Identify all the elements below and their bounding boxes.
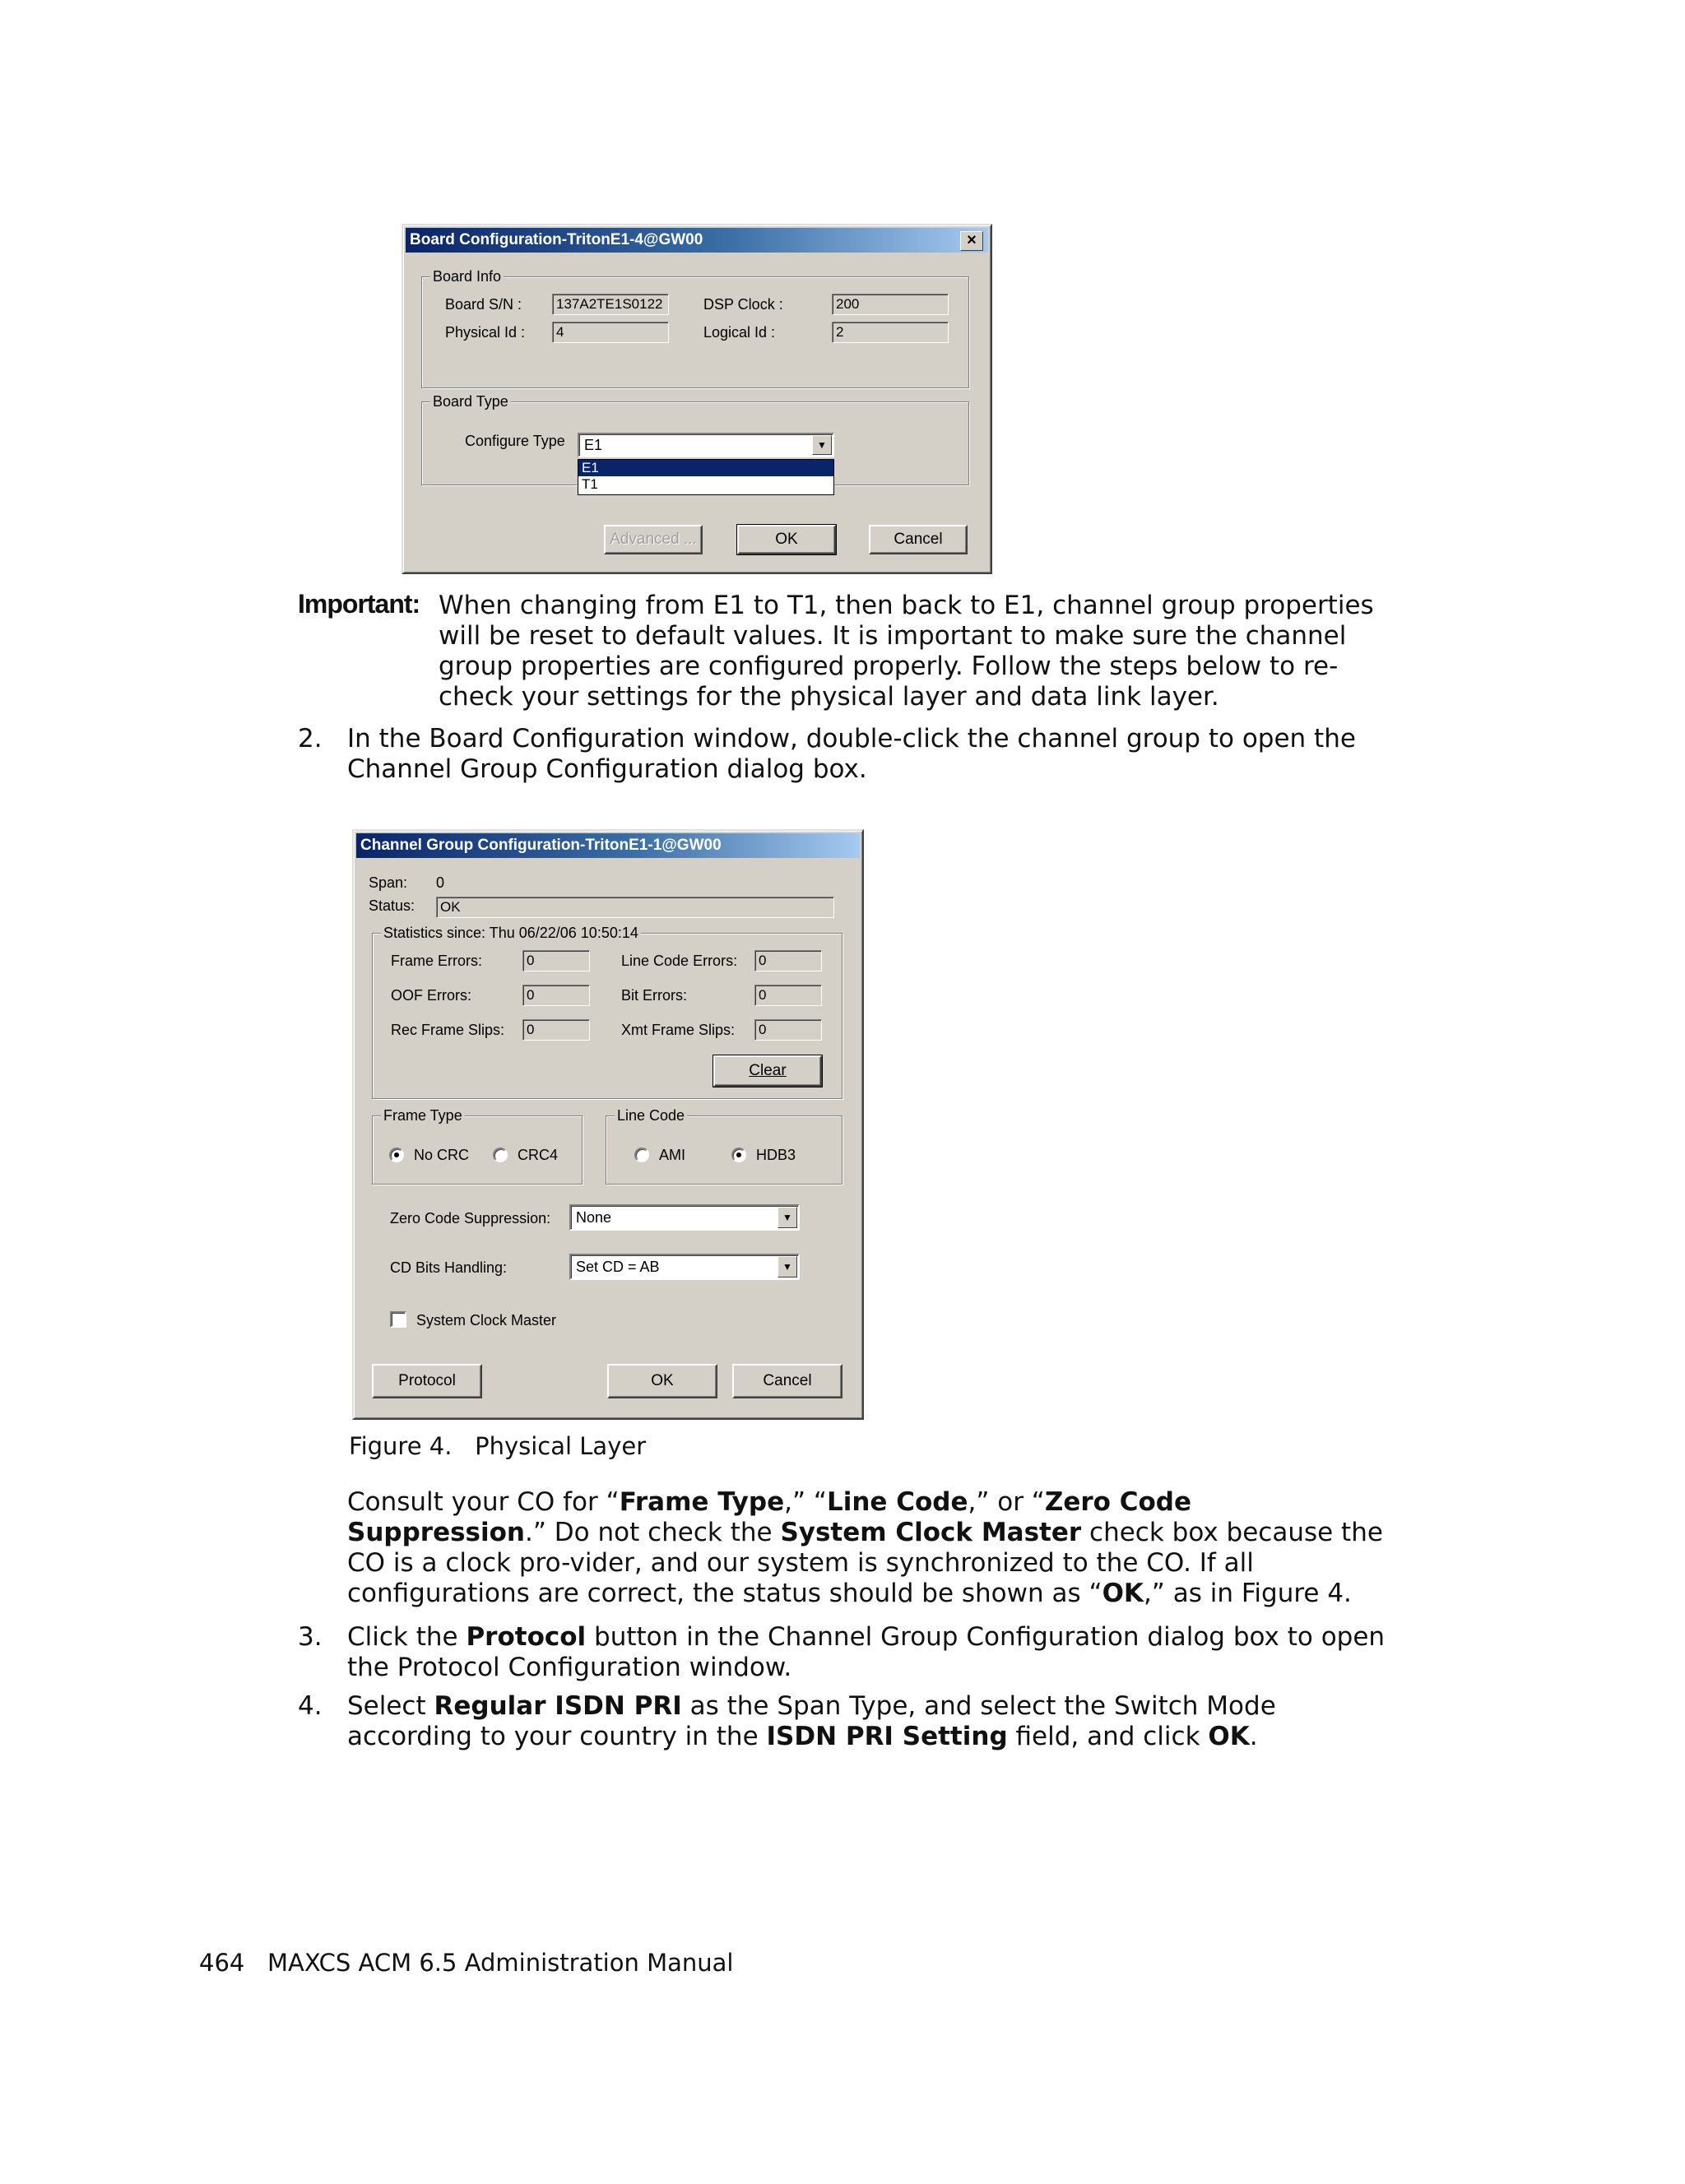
text-run: as the Span Type, and select the Switch Mode according to your country in the xyxy=(347,1691,1276,1751)
hdb3-label[interactable]: HDB3 xyxy=(756,1147,796,1163)
board-sn-label: Board S/N : xyxy=(445,296,522,313)
chevron-down-icon[interactable]: ▼ xyxy=(812,435,832,455)
manual-title: MAXCS ACM 6.5 Administration Manual xyxy=(267,1949,734,1977)
board-configuration-dialog xyxy=(402,224,992,574)
step-2-text: In the Board Configuration window, double-click the channel group to open the Channel Group Configuration dialog box. xyxy=(347,724,1356,784)
cd-bits-handling-label: CD Bits Handling: xyxy=(390,1259,508,1276)
zero-code-suppression-select[interactable] xyxy=(569,1204,800,1231)
page-footer xyxy=(199,1948,733,1978)
configure-type-value: E1 xyxy=(584,437,603,453)
bold-run: Zero Code Suppression xyxy=(347,1487,1192,1547)
xmt-frame-slips-label: Xmt Frame Slips: xyxy=(621,1022,736,1038)
dsp-clock-label: DSP Clock : xyxy=(703,296,783,313)
line-code-legend: Line Code xyxy=(615,1106,687,1124)
figure-number: Figure 4. xyxy=(349,1432,453,1460)
ok-button[interactable]: OK xyxy=(607,1364,717,1398)
line-code-errors-field: 0 xyxy=(754,950,822,971)
text-run: . xyxy=(1249,1722,1258,1751)
configure-type-label: Configure Type xyxy=(465,433,565,449)
step-3-text xyxy=(347,1622,1392,1683)
configure-type-dropdown-list xyxy=(578,459,834,495)
span-value: 0 xyxy=(436,874,445,891)
board-type-legend: Board Type xyxy=(430,392,511,410)
clear-button[interactable]: Clear xyxy=(713,1055,822,1087)
bold-run: Line Code xyxy=(826,1487,968,1517)
line-code-group xyxy=(606,1107,842,1185)
close-icon[interactable]: × xyxy=(960,231,983,251)
system-clock-master-checkbox[interactable] xyxy=(390,1311,406,1328)
channel-group-configuration-dialog xyxy=(352,829,864,1420)
cd-bits-handling-value: Set CD = AB xyxy=(576,1259,660,1275)
board-info-legend: Board Info xyxy=(430,267,504,285)
consult-paragraph xyxy=(347,1487,1384,1609)
text-run: ,” as in Figure 4. xyxy=(1143,1579,1352,1608)
important-label: Important: xyxy=(298,589,420,619)
text-run: Click the xyxy=(347,1622,467,1652)
step-3-number: 3. xyxy=(298,1622,323,1652)
bit-errors-label: Bit Errors: xyxy=(621,987,688,1004)
ami-label[interactable]: AMI xyxy=(659,1147,686,1163)
status-label: Status: xyxy=(369,897,415,914)
oof-errors-field: 0 xyxy=(522,985,590,1006)
system-clock-master-label[interactable]: System Clock Master xyxy=(416,1312,557,1328)
status-field: OK xyxy=(436,897,834,918)
page-number: 464 xyxy=(199,1949,245,1977)
text-run: Select xyxy=(347,1691,434,1721)
dropdown-option-t1[interactable]: T1 xyxy=(582,476,598,492)
crc4-radio[interactable] xyxy=(493,1148,508,1162)
text-run: ,” or “ xyxy=(968,1487,1045,1517)
bold-run: Frame Type xyxy=(619,1487,785,1517)
board-info-group xyxy=(421,268,969,388)
step-2-number: 2. xyxy=(298,724,323,754)
dialog-title: Board Configuration-TritonE1-4@GW00 xyxy=(410,231,703,248)
advanced-button[interactable]: Advanced ... xyxy=(604,525,703,554)
chevron-down-icon[interactable]: ▼ xyxy=(778,1207,797,1228)
bold-run: ISDN PRI Setting xyxy=(766,1722,1008,1751)
frame-errors-field: 0 xyxy=(522,950,590,971)
rec-frame-slips-label: Rec Frame Slips: xyxy=(391,1022,505,1038)
figure-caption xyxy=(349,1431,646,1462)
physical-id-label: Physical Id : xyxy=(445,324,526,341)
frame-type-group xyxy=(372,1107,583,1185)
step-4-text xyxy=(347,1691,1392,1752)
no-crc-radio[interactable] xyxy=(389,1148,404,1162)
figure-title: Physical Layer xyxy=(475,1432,647,1460)
text-run: check box because the CO is a clock pro-vider, and our system is synchronized to the CO. If all configurations are correct, the status should be shown as “ xyxy=(347,1518,1383,1608)
cancel-button[interactable]: Cancel xyxy=(732,1364,842,1398)
dsp-clock-field: 200 xyxy=(832,294,949,315)
logical-id-field: 2 xyxy=(832,322,949,343)
bold-run: Regular ISDN PRI xyxy=(434,1691,682,1721)
hdb3-radio[interactable] xyxy=(731,1148,746,1162)
dialog-title-bar[interactable] xyxy=(356,833,860,858)
dialog-title: Channel Group Configuration-TritonE1-1@GW00 xyxy=(360,837,722,854)
xmt-frame-slips-field: 0 xyxy=(754,1019,822,1041)
ok-button[interactable]: OK xyxy=(737,525,836,554)
board-sn-field: 137A2TE1S0122 xyxy=(552,294,669,315)
text-run: button in the Channel Group Configuration dialog box to open the Protocol Configuration window. xyxy=(347,1622,1386,1682)
text-run: .” Do not check the xyxy=(525,1518,781,1547)
text-run: Consult your CO for “ xyxy=(347,1487,620,1517)
statistics-group xyxy=(372,925,842,1099)
text-run: ,” “ xyxy=(784,1487,827,1517)
dropdown-option-e1[interactable]: E1 xyxy=(578,460,833,476)
zero-code-suppression-value: None xyxy=(576,1209,612,1226)
dialog-title-bar[interactable] xyxy=(406,228,988,253)
ami-radio[interactable] xyxy=(634,1148,649,1162)
statistics-legend: Statistics since: Thu 06/22/06 10:50:14 xyxy=(381,924,641,942)
no-crc-label[interactable]: No CRC xyxy=(414,1147,470,1163)
cd-bits-handling-select[interactable] xyxy=(569,1254,800,1280)
bold-run: OK xyxy=(1102,1579,1144,1608)
crc4-label[interactable]: CRC4 xyxy=(518,1147,559,1163)
line-code-errors-label: Line Code Errors: xyxy=(621,953,738,969)
physical-id-field: 4 xyxy=(552,322,669,343)
configure-type-select[interactable] xyxy=(578,433,834,457)
protocol-button[interactable]: Protocol xyxy=(372,1364,482,1398)
logical-id-label: Logical Id : xyxy=(703,324,776,341)
cancel-button[interactable]: Cancel xyxy=(869,525,968,554)
text-run: field, and click xyxy=(1007,1722,1209,1751)
important-text: When changing from E1 to T1, then back to E1, channel group properties will be reset to default values. It is important to make sure the channel group properties are configured properly. Follow the steps below to re-check your settings for the physical layer and data link layer. xyxy=(439,591,1374,712)
step-4-number: 4. xyxy=(298,1691,323,1721)
bold-run: OK xyxy=(1208,1722,1250,1751)
bit-errors-field: 0 xyxy=(754,985,822,1006)
oof-errors-label: OOF Errors: xyxy=(391,987,471,1004)
frame-type-legend: Frame Type xyxy=(381,1106,465,1124)
rec-frame-slips-field: 0 xyxy=(522,1019,590,1041)
frame-errors-label: Frame Errors: xyxy=(391,953,483,969)
chevron-down-icon[interactable]: ▼ xyxy=(778,1256,797,1277)
span-label: Span: xyxy=(369,874,408,891)
zero-code-suppression-label: Zero Code Suppression: xyxy=(390,1210,551,1226)
bold-run: Protocol xyxy=(466,1622,587,1652)
bold-run: System Clock Master xyxy=(780,1518,1082,1547)
